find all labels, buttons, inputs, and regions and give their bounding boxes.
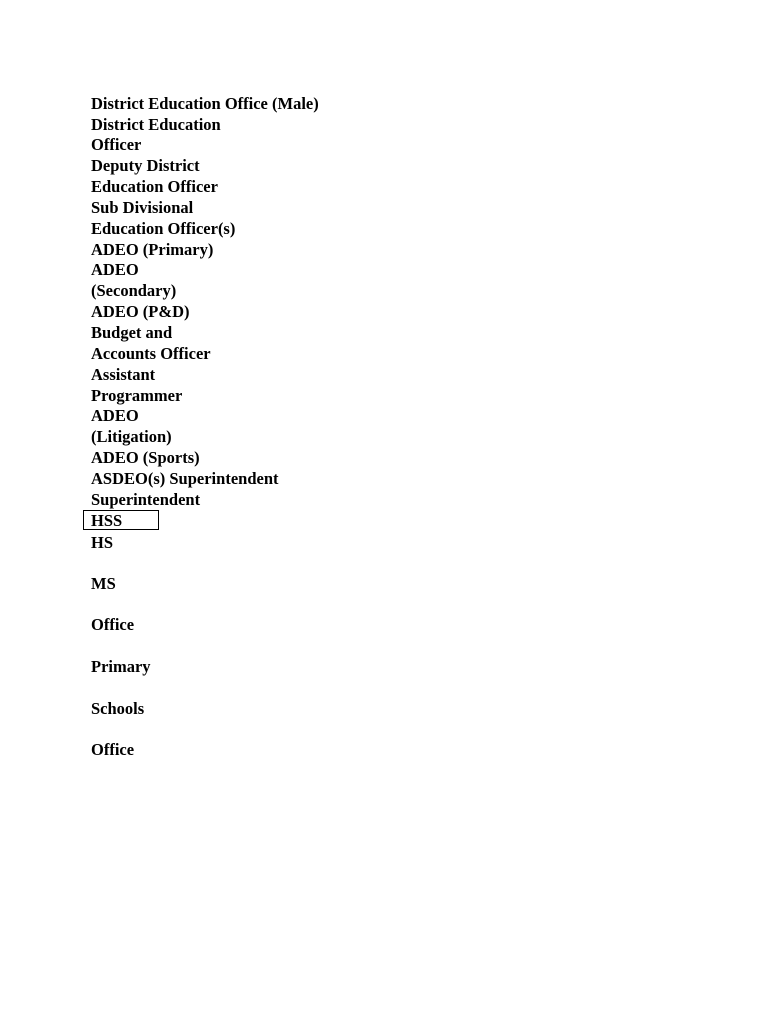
text-line: District Education xyxy=(91,115,221,134)
text-line: ADEO xyxy=(91,406,139,425)
text-line: (Secondary) xyxy=(91,281,177,300)
text-line: ASDEO(s) Superintendent xyxy=(91,469,279,488)
text-line: MS xyxy=(91,574,116,593)
text-line: Officer xyxy=(91,135,142,154)
text-line: Primary xyxy=(91,657,151,676)
text-line: ADEO (P&D) xyxy=(91,302,190,321)
text-line: Education Officer xyxy=(91,177,218,196)
text-line: Programmer xyxy=(91,386,183,405)
text-line: Budget and xyxy=(91,323,173,342)
text-line: ADEO (Sports) xyxy=(91,448,200,467)
text-line: ADEO (Primary) xyxy=(91,240,214,259)
text-line: ADEO xyxy=(91,260,139,279)
text-line: Office xyxy=(91,740,135,759)
text-line: Schools xyxy=(91,699,145,718)
text-line: (Litigation) xyxy=(91,427,172,446)
text-line: HS xyxy=(91,533,114,552)
text-line: Assistant xyxy=(91,365,156,384)
text-line: Education Officer(s) xyxy=(91,219,236,238)
text-line: Superintendent xyxy=(91,490,201,509)
text-line: Sub Divisional xyxy=(91,198,194,217)
hss-label: HSS xyxy=(91,511,123,530)
text-line: Office xyxy=(91,615,135,634)
heading-district-education-office: District Education Office (Male) xyxy=(91,94,319,113)
text-line: Deputy District xyxy=(91,156,200,175)
text-line: Accounts Officer xyxy=(91,344,211,363)
